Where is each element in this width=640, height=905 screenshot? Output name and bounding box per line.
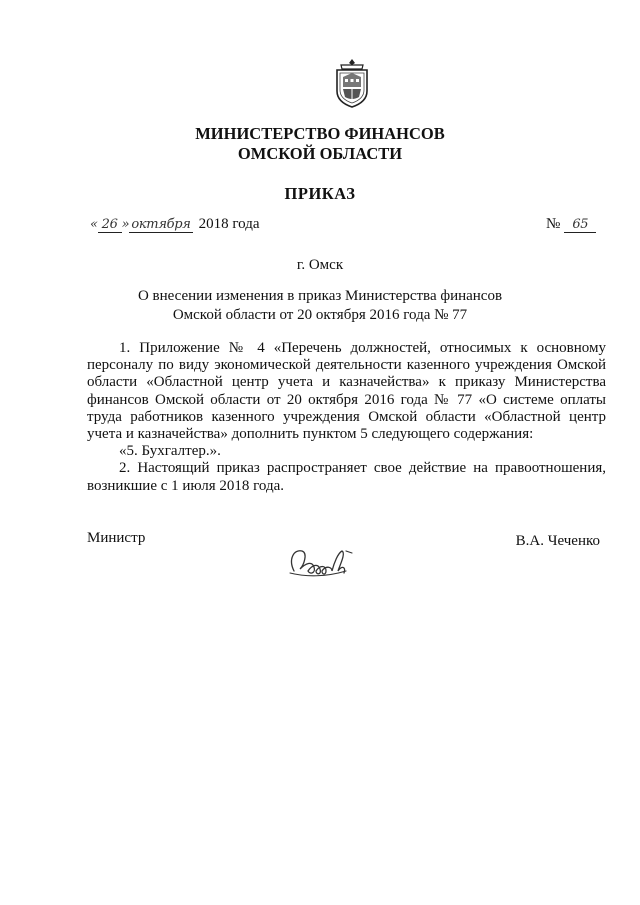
signatory-role: Министр [87,530,146,546]
order-subject [0,287,640,325]
order-number-prefix: № [546,216,561,232]
document-type-title: ПРИКАЗ [284,184,356,203]
coat-of-arms-icon [331,57,373,109]
subject-line1: О внесении изменения в приказ Министерства финансов [137,288,503,304]
order-number-value: 65 [564,217,596,233]
ministry-name-line1: МИНИСТЕРСТВО ФИНАНСОВ [195,124,445,143]
date-year: 2018 года [198,216,260,232]
order-body [87,340,606,495]
date-day: 26 [98,217,122,233]
order-date [90,216,260,240]
subject-line2: Омской области от 20 октября 2016 года № 77 [172,307,468,323]
ministry-name-line2: ОМСКОЙ ОБЛАСТИ [237,144,403,163]
body-paragraph-1: 1. Приложение № 4 «Перечень должностей, относимых к основному персоналу по виду экономической деятельности казенного учреждения Омской области «Областной центр учета и казначейства» к приказу Министерства финансов Омской области от 20 октября 2016 года № 77 «О системе оплаты труда работников казенного учреждения Омской области «Областной центр учета и казначейства» дополнить пунктом 5 следующего содержания: [87,340,606,443]
body-paragraph-2: «5. Бухгалтер.». [119,443,221,460]
city-line: г. Омск [296,257,344,273]
date-close-quote: » [121,217,130,232]
body-paragraph-3: 2. Настоящий приказ распространяет свое действие на правоотношения, возникшие с 1 июля 2018 года. [87,460,606,494]
handwritten-signature [286,541,358,583]
date-open-quote: « [90,217,98,232]
date-month: октября [131,217,191,232]
signatory-name: В.А. Чеченко [515,533,600,549]
order-number [546,216,596,233]
